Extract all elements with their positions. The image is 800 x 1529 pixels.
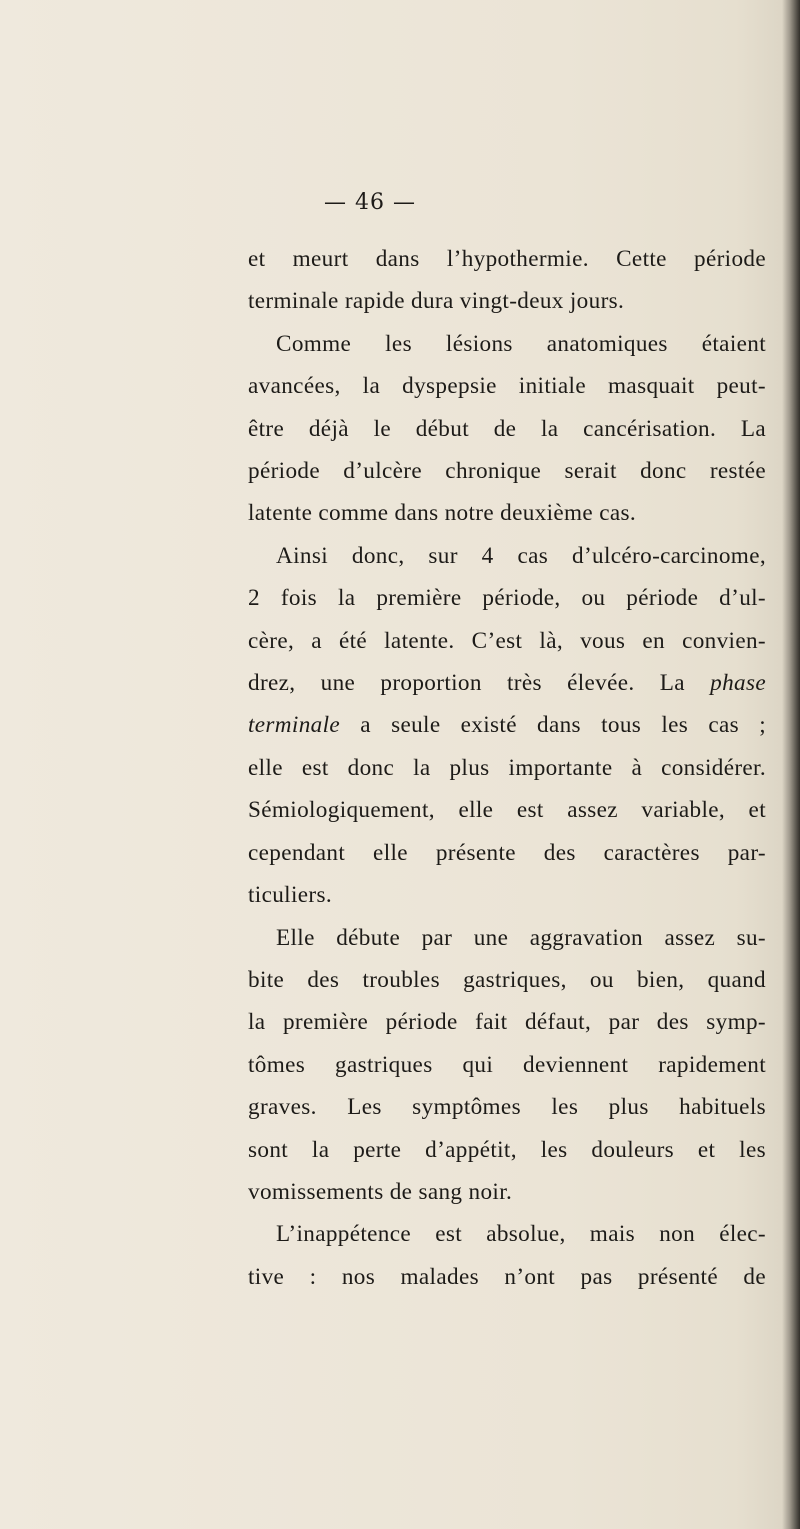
text-line: période d’ulcère chronique serait donc restée <box>248 458 766 485</box>
text-line: avancées, la dyspepsie initiale masquait peut- <box>248 373 766 400</box>
text-line: terminale rapide dura vingt-deux jours. <box>248 288 625 315</box>
text-line: graves. Les symptômes les plus habituels <box>248 1094 766 1121</box>
text-line: Sémiologiquement, elle est assez variable, et <box>248 797 766 824</box>
text-line: bite des troubles gastriques, ou bien, quand <box>248 966 766 993</box>
text-line: cependant elle présente des caractères par- <box>248 839 766 866</box>
text-segment: drez, une proportion très élevée. La <box>248 670 685 697</box>
text-line: latente comme dans notre deuxième cas. <box>248 500 637 527</box>
text-line: être déjà le début de la cancérisation. La <box>248 415 766 442</box>
italic-term: phase <box>710 670 766 697</box>
text-line: tive : nos malades n’ont pas présenté de <box>248 1263 766 1290</box>
page-edge-shadow <box>782 0 800 1529</box>
body-text <box>248 238 766 1298</box>
text-segment: a seule existé dans tous les cas ; <box>360 712 766 739</box>
text-line: tômes gastriques qui deviennent rapidement <box>248 1051 766 1078</box>
text-line: sont la perte d’appétit, les douleurs et les <box>248 1136 766 1163</box>
text-line: vomissements de sang noir. <box>248 1178 513 1205</box>
text-line: 2 fois la première période, ou période d’ul- <box>248 585 766 612</box>
text-line: Comme les lésions anatomiques étaient <box>276 330 766 357</box>
text-line: Elle débute par une aggravation assez su- <box>276 924 766 951</box>
text-line: elle est donc la plus importante à considérer. <box>248 754 766 781</box>
text-line: la première période fait défaut, par des symp- <box>248 1009 766 1036</box>
text-line <box>248 704 766 746</box>
text-line <box>248 662 766 704</box>
text-line: ticuliers. <box>248 882 332 909</box>
text-line: L’inappétence est absolue, mais non élec- <box>276 1221 766 1248</box>
text-line: et meurt dans l’hypothermie. Cette période <box>248 246 766 272</box>
italic-term: terminale <box>248 712 341 739</box>
text-line: Ainsi donc, sur 4 cas d’ulcéro-carcinome, <box>276 542 766 569</box>
text-line: cère, a été latente. C’est là, vous en convien- <box>248 627 766 654</box>
page-number: — 46 — <box>324 190 416 215</box>
